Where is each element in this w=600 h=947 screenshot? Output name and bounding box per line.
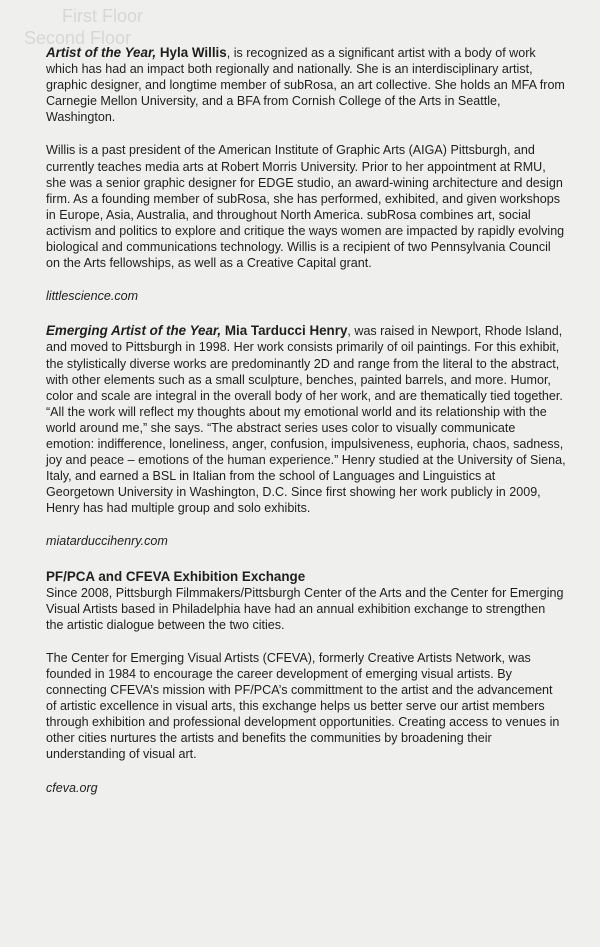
exchange-heading: PF/PCA and CFEVA Exhibition Exchange (46, 568, 306, 584)
artist-website-link[interactable]: littlescience.com (46, 289, 139, 304)
artist-bio-paragraph-2: Willis is a past president of the American Institute of Graphic Arts (AIGA) Pittsburgh, and currently teaches media arts at Robert Morris University. Prior to her appointment at RMU, she was a senior graphic designer for EDGE studio, an award-wining architecture and design firm. As a founding member of subRosa, she has performed, exhibited, and given workshops in Europe, Asia, Australia, and throughout North America. subRosa combines art, social activism and politics to explore and critique the ways women are impacted by rapidly evolving biological and communications technology. Willis is a recipient of two Pennsylvania Council on the Arts fellowships, as well as a Creative Capital grant. (46, 143, 565, 271)
emerging-lead (46, 323, 347, 338)
emerging-artist-name: Mia Tarducci Henry (224, 323, 348, 339)
artist-lead (46, 45, 227, 60)
artist-name: Hyla Willis (159, 45, 227, 60)
emerging-website-link[interactable]: miatarduccihenry.com (46, 534, 168, 549)
emerging-award-title: Emerging Artist of the Year, (46, 323, 222, 339)
text-column (46, 45, 566, 815)
emerging-artist-bio (46, 323, 566, 516)
artist-bio-paragraph-1 (46, 45, 566, 125)
cfeva-website-link[interactable]: cfeva.org (46, 780, 98, 795)
artist-award-title: Artist of the Year, (46, 45, 157, 60)
bleed-through-first-floor: First Floor (62, 6, 143, 26)
artist-bio-text-1: , is recognized as a significant artist with a body of work which has had an impact both regionally and nationally. She is an interdisciplinary artist, graphic designer, and longtime member of subRosa, an art collective. She holds an MFA from Carnegie Mellon University, and a BFA from Cornish College of the Arts in Seattle, Washington. (46, 46, 565, 125)
emerging-bio-text: , was raised in Newport, Rhode Island, and moved to Pittsburgh in 1998. Her work consists primarily of oil paintings. For this exhibit, the stylistically diverse works are predominantly 2D and range from the literal to the abstract, with other elements such as a small sculpture, benches, painted barrels, and more. Humor, color and scale are integral in the overall body of her work, and are thematically tied together. “All the work will reflect my thoughts about my emotional world and its relationship with the world around me,” she says. “The abstract series uses color to visually communicate emotion: indifference, loneliness, anger, confusion, impulsiveness, euphoria, chaos, sadness, joy and peace – emotions of the human experience.” Henry studied at the University of Siena, Italy, and earned a BSL in Italian from the school of Languages and Linguistics at Georgetown University in Washington, D.C. Since first showing her work publicly in 2009, Henry has had multiple group and solo exhibits. (46, 324, 566, 516)
bleed-through-second-floor: Second Floor (24, 28, 132, 48)
exchange-paragraph-1: Since 2008, Pittsburgh Filmmakers/Pittsburgh Center of the Arts and the Center for Emerging Visual Artists based in Philadelphia have had an annual exhibition exchange to strengthen the artistic dialogue between the two cities. (46, 585, 564, 632)
exchange-paragraph-2: The Center for Emerging Visual Artists (CFEVA), formerly Creative Artists Network, was founded in 1984 to encourage the career development of emerging visual artists. By connecting CFEVA’s mission with PF/PCA’s committment to the artist and the advancement of artistic excellence in visual arts, this exchange helps us better serve our artist members through exhibition and professional development opportunities. Creating access to venues in other cities nurtures the artists and benefits the communities by broadening their understanding of visual art. (46, 650, 560, 762)
